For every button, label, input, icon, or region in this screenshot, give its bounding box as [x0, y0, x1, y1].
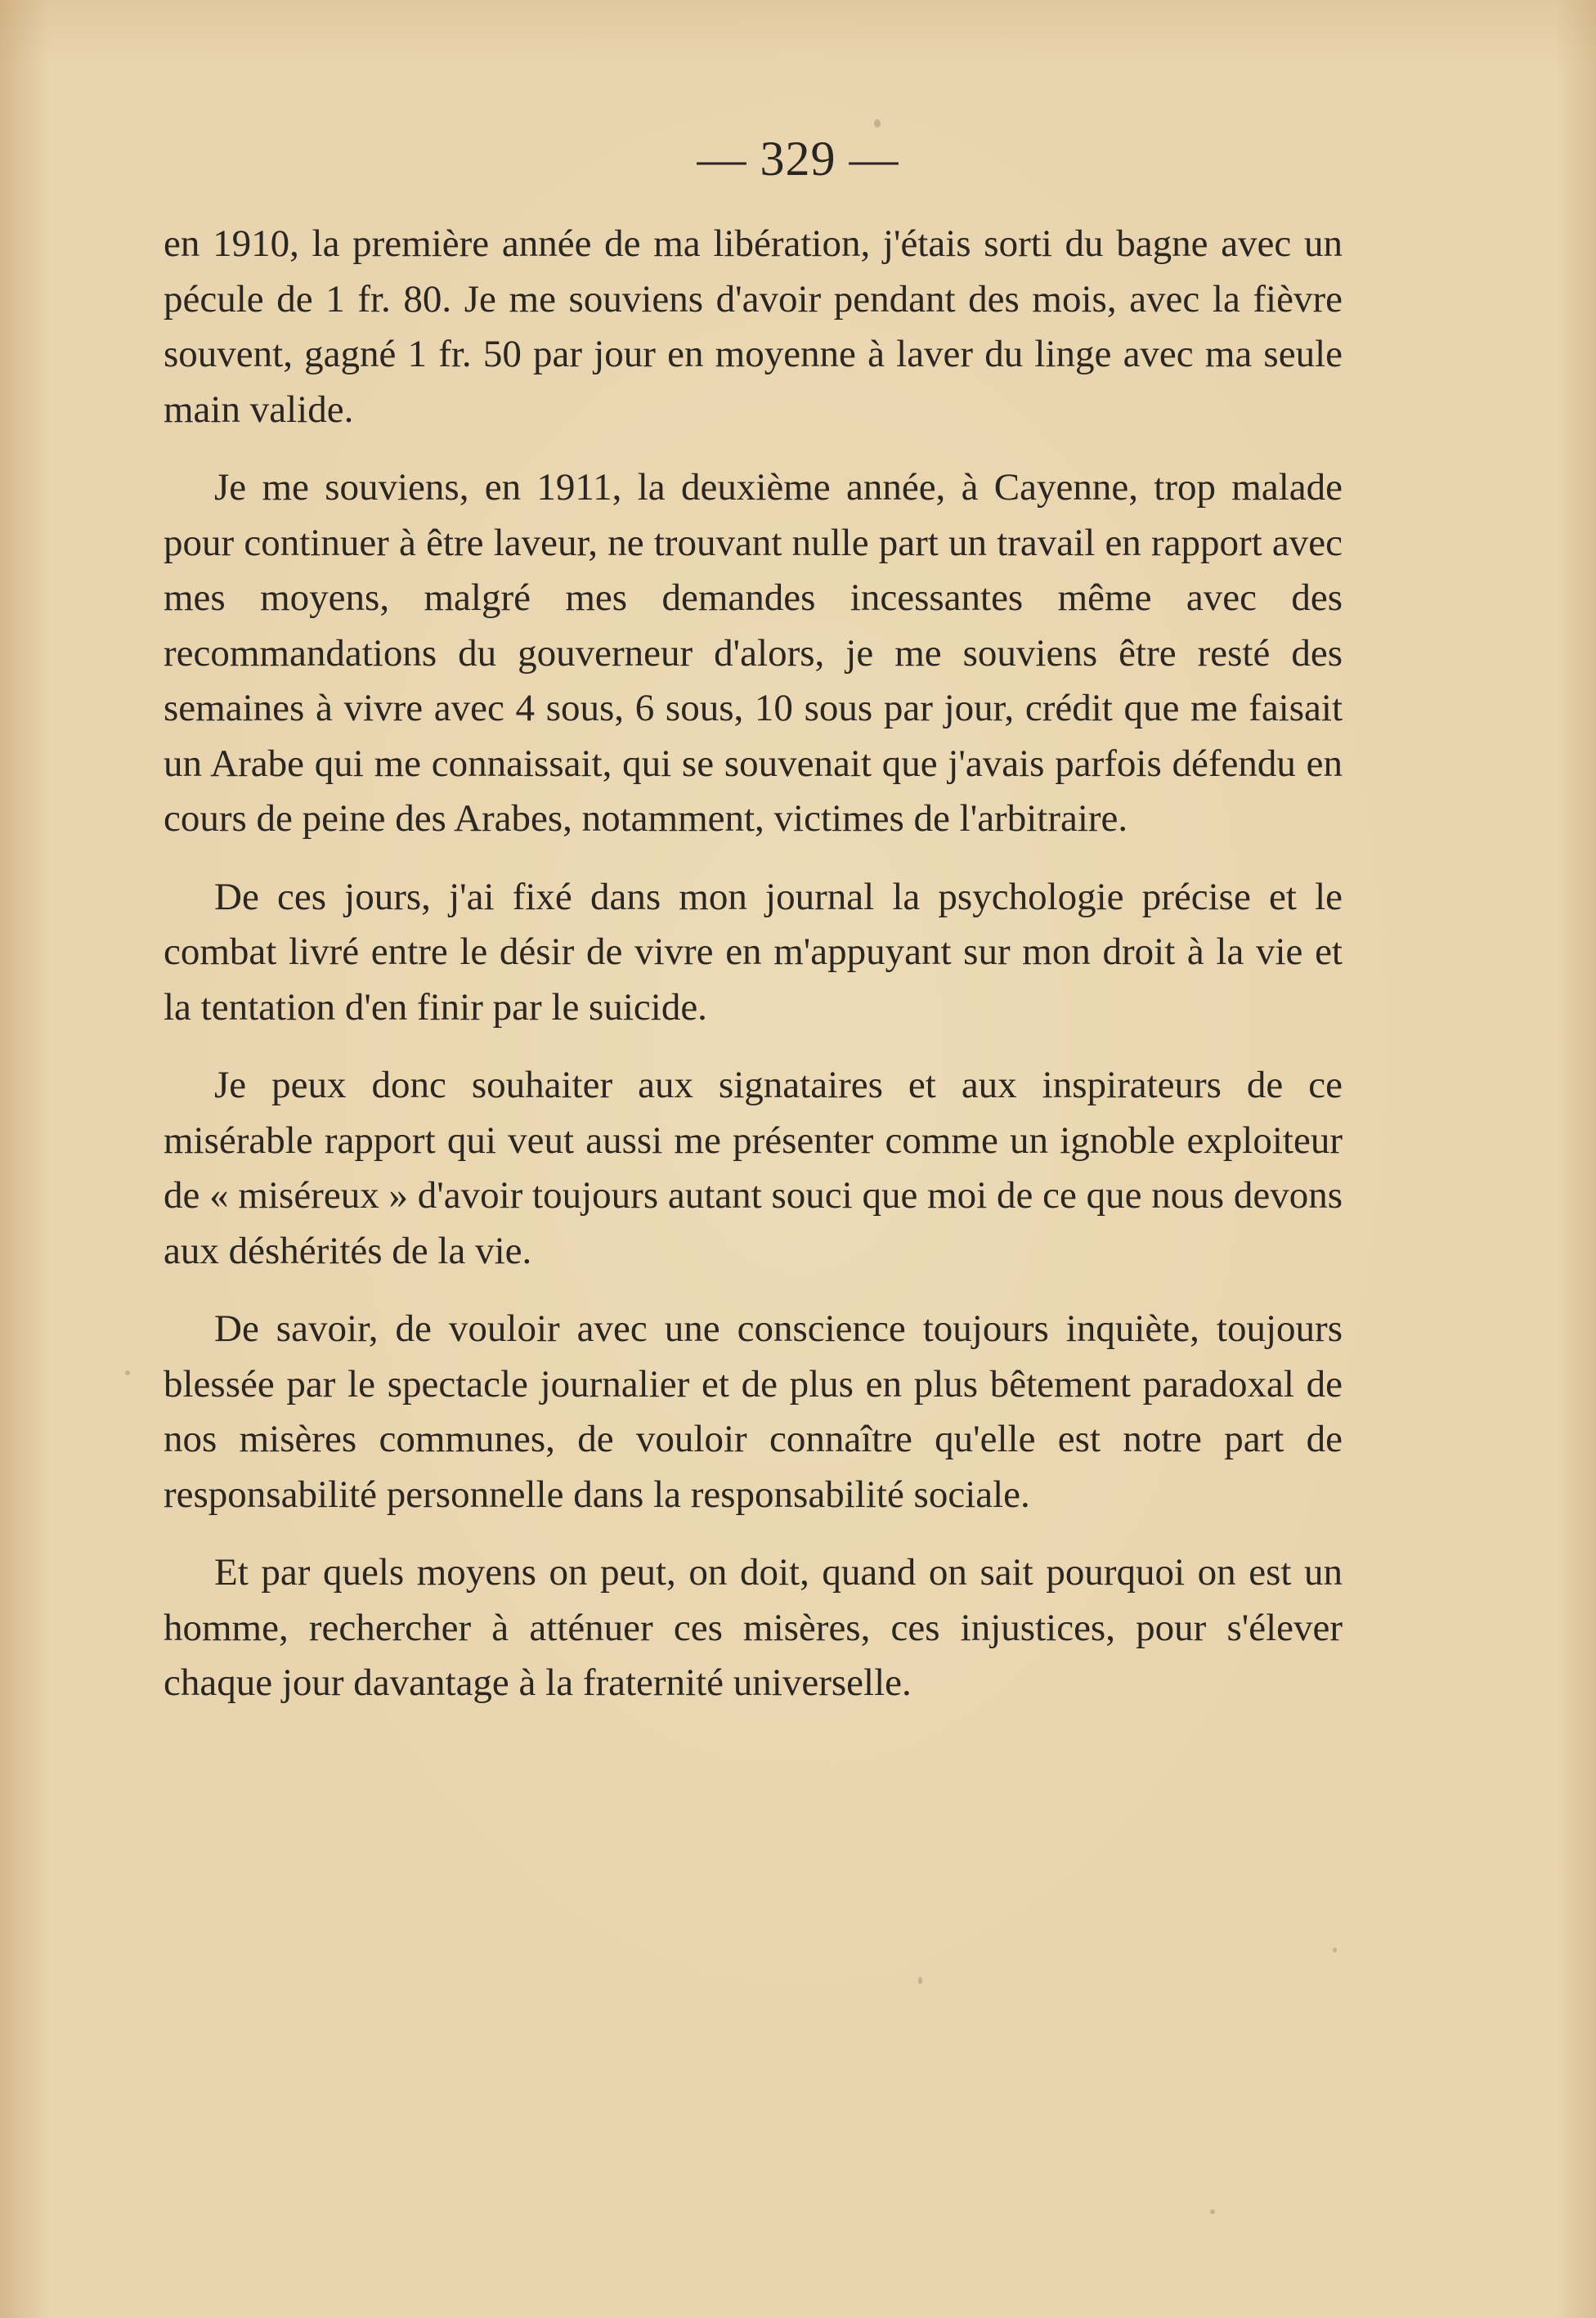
- ink-speck: [125, 1370, 130, 1375]
- paragraph: Je me souviens, en 1911, la deuxième année, à Cayenne, trop malade pour continuer à être laveur, ne trouvant nulle part un travail en rapport avec mes moyens, malgré mes demandes incessantes même avec des recommandations du gouverneur d'alors, je me souviens être resté des semaines à vivre avec 4 sous, 6 sous, 10 sous par jour, crédit que me faisait un Arabe qui me connaissait, qui se souvenait que j'avais parfois défendu en cours de peine des Arabes, notamment, victimes de l'arbitraire.: [164, 466, 1343, 840]
- paragraph: en 1910, la première année de ma libération, j'étais sorti du bagne avec un pécule de 1 fr. 80. Je me souviens d'avoir pendant des mois, avec la fièvre souvent, gagné 1 fr. 50 par jour en moyenne à laver du linge avec ma seule main valide.: [164, 222, 1343, 431]
- paragraph: De ces jours, j'ai fixé dans mon journal la psychologie précise et le combat livré entre le désir de vivre en m'appuyant sur mon droit à la vie et la tentation d'en finir par le suicide.: [164, 875, 1343, 1029]
- paragraph: Je peux donc souhaiter aux signataires et aux inspirateurs de ce misérable rapport qui veut aussi me présenter comme un ignoble exploiteur de « miséreux » d'avoir toujours autant souci que moi de ce que nous devons aux déshérités de la vie.: [164, 1064, 1343, 1272]
- body-text: [164, 217, 1343, 1734]
- paragraph: Et par quels moyens on peut, on doit, quand on sait pourquoi on est un homme, rechercher à atténuer ces misères, ces injustices, pour s'élever chaque jour davantage à la fraternité universelle.: [164, 1551, 1343, 1704]
- ink-speck: [874, 119, 881, 128]
- paragraph: De savoir, de vouloir avec une conscience toujours inquiète, toujours blessée par le spectacle journalier et de plus en plus bêtement paradoxal de nos misères communes, de vouloir connaître qu'elle est notre part de responsabilité personnelle dans la responsabilité sociale.: [164, 1307, 1343, 1516]
- ink-speck: [1210, 2209, 1215, 2214]
- ink-speck: [1333, 1948, 1337, 1953]
- ink-speck: [918, 1977, 922, 1984]
- page-number: — 329 —: [697, 132, 899, 186]
